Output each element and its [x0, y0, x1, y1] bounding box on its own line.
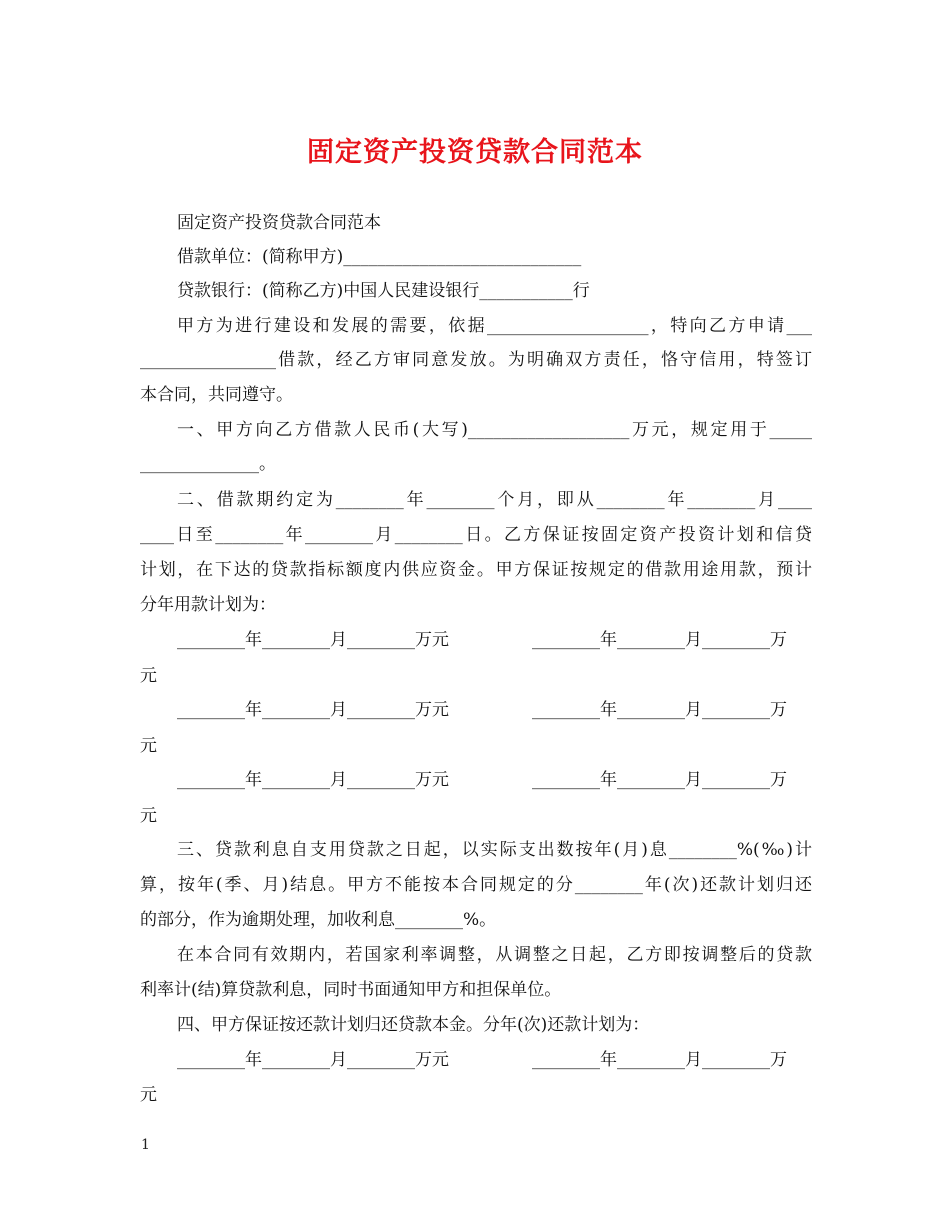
paragraph-line: 分年用款计划为：: [140, 595, 276, 615]
schedule-right-entry: ________年________月________万: [532, 630, 787, 650]
paragraph-line: 元: [140, 736, 157, 756]
schedule-left-entry: ________年________月________万元: [177, 700, 449, 720]
paragraph-line: ______________。: [140, 454, 276, 474]
paragraph-line: 算，按年(季、月)结息。甲方不能按本合同规定的分________年(次)还款计划归还: [140, 875, 812, 895]
paragraph-line: 元: [140, 666, 157, 686]
paragraph-line: 的部分，作为逾期处理，加收利息________%。: [140, 910, 497, 930]
schedule-right-entry: ________年________月________万: [532, 770, 787, 790]
paragraph-line: 借款单位：(简称甲方)____________________________: [177, 247, 582, 267]
paragraph-line: 固定资产投资贷款合同范本: [177, 213, 381, 233]
paragraph-line: ________________借款，经乙方审同意发放。为明确双方责任，恪守信用，特签订: [140, 350, 812, 370]
schedule-left-entry: ________年________月________万元: [177, 630, 449, 650]
paragraph-line: 元: [140, 806, 157, 826]
paragraph-line: 四、甲方保证按还款计划归还贷款本金。分年(次)还款计划为：: [177, 1015, 650, 1035]
schedule-left-entry: ________年________月________万元: [177, 770, 449, 790]
paragraph-line: 三、贷款利息自支用贷款之日起，以实际支出数按年(月)息________%(‰)计: [177, 840, 812, 860]
paragraph-line: 一、甲方向乙方借款人民币(大写)___________________万元，规定用于_____: [177, 420, 812, 440]
paragraph-line: 二、借款期约定为________年________个月，即从________年________月____: [177, 490, 812, 510]
paragraph-line: 在本合同有效期内，若国家利率调整，从调整之日起，乙方即按调整后的贷款: [177, 945, 812, 965]
paragraph-line: 本合同，共同遵守。: [140, 385, 293, 405]
document-title: 固定资产投资贷款合同范本: [307, 137, 643, 168]
paragraph-line: 甲方为进行建设和发展的需要，依据___________________，特向乙方申请___: [177, 316, 812, 336]
paragraph-line: 元: [140, 1085, 157, 1105]
paragraph-line: ____日至________年________月________日。乙方保证按固定资产投资计划和信贷: [140, 525, 812, 545]
paragraph-line: 贷款银行：(简称乙方)中国人民建设银行___________行: [177, 281, 590, 301]
schedule-left-entry: ________年________月________万元: [177, 1050, 449, 1070]
paragraph-line: 利率计(结)算贷款利息，同时书面通知甲方和担保单位。: [140, 980, 562, 1000]
schedule-right-entry: ________年________月________万: [532, 1050, 787, 1070]
paragraph-line: 计划，在下达的贷款指标额度内供应资金。甲方保证按规定的借款用途用款，预计: [140, 560, 812, 580]
schedule-right-entry: ________年________月________万: [532, 700, 787, 720]
page-number: 1: [141, 1137, 150, 1153]
